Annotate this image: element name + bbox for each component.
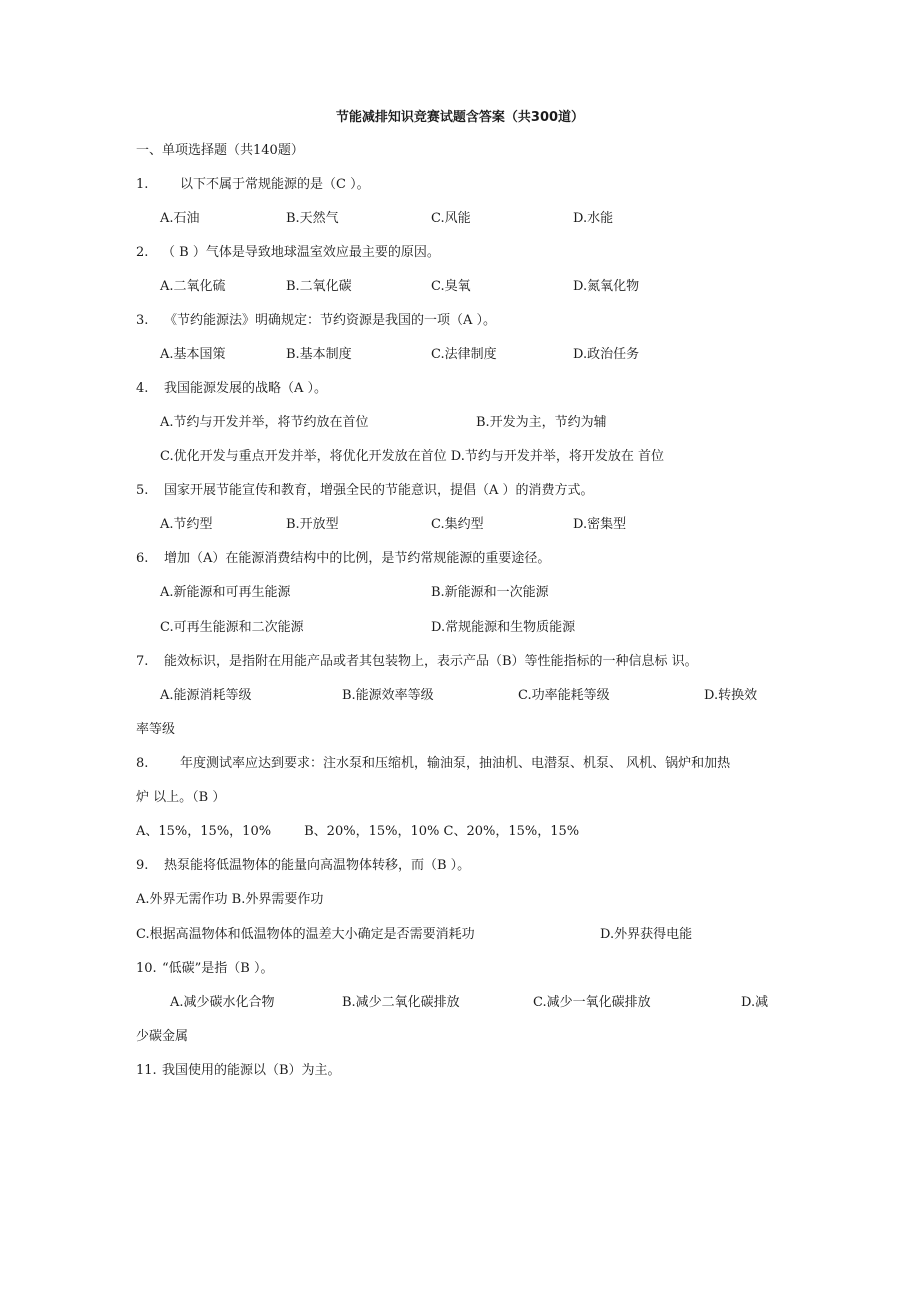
options-row: A、15%，15%，10% B、20%，15%，10% C、20%，15%，15% [136,824,580,839]
question-9 [136,857,470,875]
option-b: B.开放型 [286,517,339,532]
question-8 [136,755,730,773]
option-d: D.氮氧化物 [573,279,640,294]
question-text: 我国能源发展的战略（A ）。 [164,381,328,396]
option-c: C.臭氧 [431,279,471,294]
question-text: 增加（A）在能源消费结构中的比例，是节约常规能源的重要途径。 [164,551,551,566]
option-b: B.天然气 [286,211,339,226]
option-c: C.可再生能源和二次能源 [160,620,304,635]
question-number: 8. [136,756,149,771]
option-b: B.能源效率等级 [342,688,434,703]
option-b: B.新能源和一次能源 [431,585,549,600]
question-8-continued: 炉 以上。（B ） [136,790,226,805]
question-number: 2. [136,245,149,260]
question-number: 6. [136,551,149,566]
question-number: 5. [136,483,149,498]
question-text: （ B ）气体是导致地球温室效应最主要的原因。 [162,245,440,260]
option-d-continued: 少碳金属 [136,1029,189,1044]
option-a: A.减少碳水化合物 [170,995,275,1010]
document-title: 节能减排知识竞赛试题含答案（共300道） [335,110,585,125]
option-a: A.能源消耗等级 [160,688,252,703]
question-text: 以下不属于常规能源的是（C ）。 [180,177,370,192]
option-d: D.转换效 [704,688,758,703]
option-a: A.新能源和可再生能源 [160,585,291,600]
question-10 [136,960,273,978]
option-c: C.根据高温物体和低温物体的温差大小确定是否需要消耗功 [136,927,475,942]
option-b: B.减少二氧化碳排放 [342,995,460,1010]
question-text: 能效标识，是指附在用能产品或者其包装物上，表示产品（B）等性能指标的一种信息标 识。 [164,654,698,669]
question-text: 国家开展节能宣传和教育，增强全民的节能意识，提倡（A ）的消费方式。 [164,483,594,498]
option-d: D.外界获得电能 [600,927,693,942]
option-d: D.常规能源和生物质能源 [431,620,576,635]
option-c: C.风能 [431,211,471,226]
option-c: C.功率能耗等级 [518,688,610,703]
question-text: 我国使用的能源以（B）为主。 [162,1063,341,1078]
question-4 [136,380,327,398]
option-b: B.二氧化碳 [286,279,352,294]
option-c: C.集约型 [431,517,484,532]
option-c: C.法律制度 [431,347,497,362]
option-c: C.减少一氧化碳排放 [533,995,651,1010]
question-7 [136,653,698,671]
question-3 [136,312,496,330]
question-text: “低碳”是指（B ）。 [162,961,274,976]
question-1 [136,176,370,194]
question-number: 9. [136,858,149,873]
question-number: 4. [136,381,149,396]
option-a: A.基本国策 [160,347,226,362]
option-a: A.节约型 [160,517,213,532]
question-number: 3. [136,313,149,328]
question-5 [136,482,594,500]
question-number: 1. [136,177,149,192]
question-11 [136,1062,341,1080]
option-d: D.政治任务 [573,347,640,362]
option-d: D.水能 [573,211,614,226]
option-a: A.二氧化硫 [160,279,226,294]
option-a: A.石油 [160,211,200,226]
section-heading: 一、单项选择题（共140题） [136,143,304,158]
option-d-continued: 率等级 [136,722,176,737]
option-a-b: A.外界无需作功 B.外界需要作功 [136,892,324,907]
question-text: 《节约能源法》明确规定：节约资源是我国的一项（A ）。 [164,313,497,328]
option-d: D.减 [741,995,769,1010]
question-2 [136,244,440,262]
question-number: 10. [136,961,157,976]
question-text: 年度测试率应达到要求：注水泵和压缩机，输油泵，抽油机、电潜泵、机泵、 风机、锅炉和加热 [180,756,731,771]
option-b: B.基本制度 [286,347,352,362]
question-6 [136,550,550,568]
option-c-d: C.优化开发与重点开发并举，将优化开发放在首位 D.节约与开发并举，将开发放在 首位 [160,449,664,464]
question-text: 热泵能将低温物体的能量向高温物体转移，而（B ）。 [164,858,471,873]
question-number: 7. [136,654,149,669]
option-a: A.节约与开发并举，将节约放在首位 [160,415,369,430]
option-d: D.密集型 [573,517,627,532]
option-b: B.开发为主，节约为辅 [476,415,607,430]
question-number: 11. [136,1063,157,1078]
